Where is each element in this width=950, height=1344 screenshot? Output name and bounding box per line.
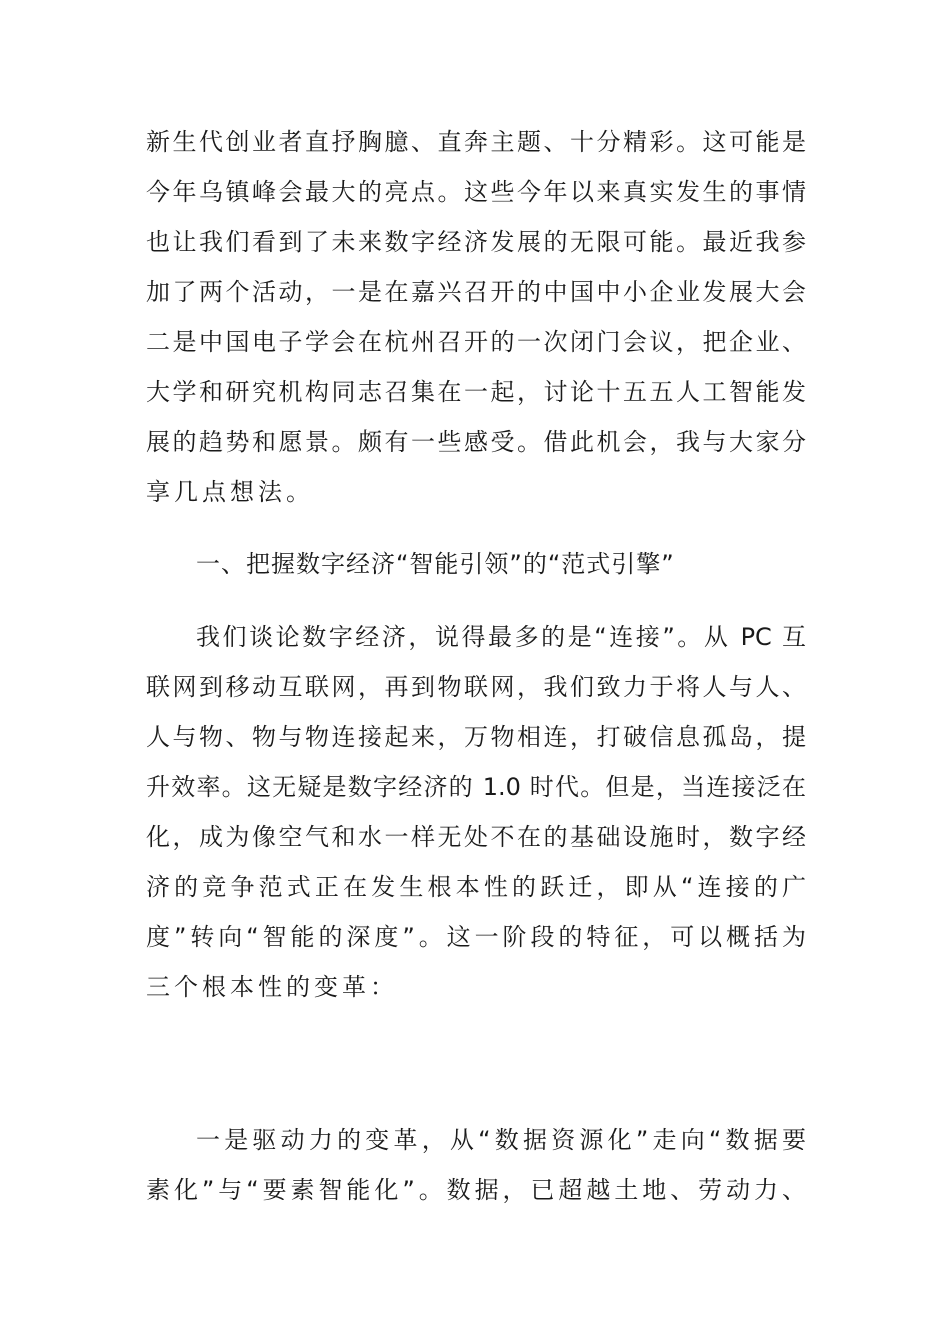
paragraph-line: 大学和研究机构同志召集在一起，讨论十五五人工智能发 — [146, 378, 806, 406]
paragraph-line: 三个根本性的变革： — [146, 973, 398, 1001]
paragraph-line: 升效率。这无疑是数字经济的 1.0 时代。但是，当连接泛在 — [146, 773, 806, 801]
paragraph-line: 济的竞争范式正在发生根本性的跃迁，即从“连接的广 — [146, 873, 806, 901]
section-heading: 一、把握数字经济“智能引领”的“范式引擎” — [196, 550, 675, 578]
paragraph-line: 也让我们看到了未来数字经济发展的无限可能。最近我参 — [146, 228, 806, 256]
paragraph-line: 新生代创业者直抒胸臆、直奔主题、十分精彩。这可能是 — [146, 128, 806, 156]
paragraph-line: 展的趋势和愿景。颇有一些感受。借此机会，我与大家分 — [146, 428, 806, 456]
paragraph-line: 一是驱动力的变革，从“数据资源化”走向“数据要 — [196, 1126, 806, 1154]
paragraph-line: 今年乌镇峰会最大的亮点。这些今年以来真实发生的事情 — [146, 178, 806, 206]
paragraph-line: 加了两个活动，一是在嘉兴召开的中国中小企业发展大会 — [146, 278, 806, 306]
paragraph-line: 我们谈论数字经济，说得最多的是“连接”。从 PC 互 — [196, 623, 806, 651]
paragraph-line: 素化”与“要素智能化”。数据，已超越土地、劳动力、 — [146, 1176, 806, 1204]
paragraph-line: 二是中国电子学会在杭州召开的一次闭门会议，把企业、 — [146, 328, 806, 356]
paragraph-line: 享几点想法。 — [146, 478, 314, 506]
paragraph-line: 化，成为像空气和水一样无处不在的基础设施时，数字经 — [146, 823, 806, 851]
paragraph-line: 人与物、物与物连接起来，万物相连，打破信息孤岛，提 — [146, 723, 806, 751]
paragraph-line: 度”转向“智能的深度”。这一阶段的特征，可以概括为 — [146, 923, 806, 951]
paragraph-line: 联网到移动互联网，再到物联网，我们致力于将人与人、 — [146, 673, 806, 701]
